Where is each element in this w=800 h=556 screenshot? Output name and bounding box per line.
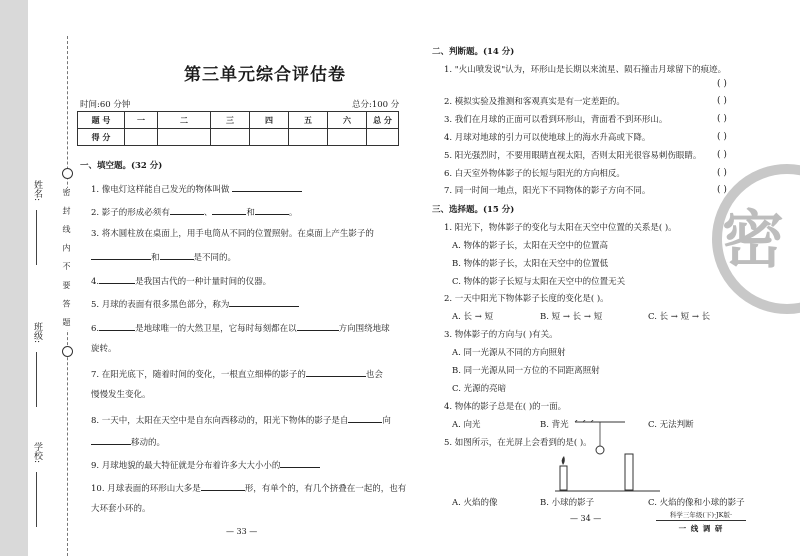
answer-paren[interactable]: ( ) bbox=[717, 96, 727, 106]
answer-blank[interactable] bbox=[99, 274, 135, 284]
score-table-header-row bbox=[78, 112, 399, 129]
score-table-cell: 一 bbox=[125, 112, 158, 129]
q9-text: 9. 月球地貌的最大特征就是分布着许多大大小小的 bbox=[91, 461, 281, 471]
score-table-cell: 得 分 bbox=[78, 129, 125, 146]
judge-q4: 4. 月球对地球的引力可以使地球上的海水升高或下降。 bbox=[444, 133, 651, 143]
binding-hole-top bbox=[62, 168, 73, 179]
answer-paren[interactable]: ( ) bbox=[717, 150, 727, 160]
q2-separator: 、 bbox=[203, 208, 213, 218]
page-number-left: — 33 — bbox=[226, 527, 258, 536]
q2-end: 。 bbox=[288, 208, 298, 218]
q2-and: 和 bbox=[246, 208, 255, 218]
q7-line2: 慢慢发生变化。 bbox=[91, 390, 151, 400]
answer-paren[interactable]: ( ) bbox=[717, 185, 727, 195]
q8-text-end: 向 bbox=[382, 416, 391, 426]
judge-q6: 6. 白天室外物体影子的长短与阳光的方向相反。 bbox=[444, 169, 625, 179]
answer-blank[interactable] bbox=[306, 367, 366, 377]
score-table-cell: 四 bbox=[250, 112, 289, 129]
choice-option[interactable]: C. 无法判断 bbox=[648, 420, 694, 430]
name-field-label: 姓名: bbox=[32, 180, 42, 202]
answer-paren[interactable]: ( ) bbox=[717, 168, 727, 178]
score-input-cell[interactable] bbox=[367, 129, 399, 146]
answer-blank[interactable] bbox=[280, 458, 320, 468]
judge-q7: 7. 同一时间一地点，阳光下不同物体的影子方向不同。 bbox=[444, 186, 651, 196]
school-field-label: 学校: bbox=[32, 442, 42, 464]
time-limit: 时间:60 分钟 bbox=[80, 100, 131, 110]
score-table-score-row bbox=[78, 129, 399, 146]
question-text bbox=[91, 435, 165, 449]
choice-option[interactable]: C. 物体的影子长短与太阳在天空中的位置无关 bbox=[452, 277, 626, 287]
stamp-char: 密 bbox=[722, 203, 785, 276]
choice-option[interactable]: B. 物体的影子长，太阳在天空中的位置低 bbox=[452, 259, 609, 269]
score-table-cell: 三 bbox=[211, 112, 250, 129]
q4-number: 4. bbox=[91, 277, 100, 287]
candle-flame bbox=[562, 456, 565, 465]
q4-text: 是我国古代的一种计量时间的仪器。 bbox=[135, 277, 272, 287]
answer-blank[interactable] bbox=[255, 205, 289, 215]
judge-q3: 3. 我们在月球的正面可以看到环形山，背面看不到环形山。 bbox=[444, 115, 668, 125]
choice-q2: 2. 一天中阳光下物体影子长度的变化是( )。 bbox=[444, 294, 609, 304]
score-table-cell: 题 号 bbox=[78, 112, 125, 129]
candle bbox=[560, 466, 567, 490]
question-text bbox=[91, 481, 406, 495]
choice-option[interactable]: C. 长 → 短 → 长 bbox=[648, 312, 711, 322]
q1-text: 1. 像电灯这样能自己发光的物体叫做 bbox=[91, 185, 230, 195]
question-text bbox=[91, 367, 383, 381]
question-text bbox=[91, 297, 299, 311]
judge-q2: 2. 模拟实验及推测和客观真实是有一定差距的。 bbox=[444, 97, 625, 107]
answer-blank[interactable] bbox=[229, 297, 299, 307]
answer-blank[interactable] bbox=[232, 182, 302, 192]
footer-brand: 一 线 调 研 bbox=[678, 524, 724, 533]
q6-text-end: 方向围绕地球 bbox=[338, 324, 390, 334]
q3-and: 和 bbox=[151, 253, 160, 263]
section3-heading: 三、选择题。(15 分) bbox=[432, 205, 515, 215]
score-input-cell[interactable] bbox=[328, 129, 367, 146]
choice-option[interactable]: A. 物体的影子长，太阳在天空中的位置高 bbox=[452, 241, 609, 251]
q6-number: 6. bbox=[91, 324, 100, 334]
light-screen bbox=[625, 454, 633, 490]
name-field-line bbox=[36, 210, 37, 265]
score-input-cell[interactable] bbox=[158, 129, 211, 146]
choice-q1: 1. 阳光下，物体影子的变化与太阳在天空中位置的关系是( )。 bbox=[444, 223, 677, 233]
page-number-right: — 34 — bbox=[570, 514, 602, 523]
section1-heading: 一、填空题。(32 分) bbox=[80, 161, 163, 171]
q7-text: 7. 在阳光底下，随着时间的变化，一根直立细棒的影子的 bbox=[91, 370, 306, 380]
class-field-label: 班级: bbox=[32, 322, 42, 344]
question-text bbox=[91, 205, 297, 219]
choice-option[interactable]: B. 小球的影子 bbox=[540, 498, 595, 508]
score-table bbox=[77, 111, 399, 146]
q7-text-end: 也会 bbox=[365, 370, 383, 380]
q10-text-end: 形，有单个的，有几个挤叠在一起的，也有 bbox=[244, 484, 407, 494]
q2-text: 2. 影子的形成必须有 bbox=[91, 208, 170, 218]
choice-option[interactable]: C. 火焰的像和小球的影子 bbox=[648, 498, 745, 508]
answer-blank[interactable] bbox=[297, 321, 339, 331]
answer-blank[interactable] bbox=[348, 413, 382, 423]
q3-end: 是不同的。 bbox=[193, 253, 237, 263]
choice-option[interactable]: A. 火焰的像 bbox=[452, 498, 498, 508]
choice-q3: 3. 物体影子的方向与( )有关。 bbox=[444, 330, 558, 340]
choice-option[interactable]: A. 向光 bbox=[452, 420, 481, 430]
q10-text: 10. 月球表面的环形山大多是 bbox=[91, 484, 201, 494]
answer-blank[interactable] bbox=[91, 435, 131, 445]
binding-notice: 密 封 线 内 不 要 答 题 bbox=[62, 188, 71, 330]
q3-line1: 3. 将木圆柱放在桌面上，用手电筒从不同的位置照射。在桌面上产生影子的 bbox=[91, 229, 374, 239]
answer-paren[interactable]: ( ) bbox=[717, 114, 727, 124]
question-text bbox=[91, 274, 271, 288]
question-text bbox=[91, 182, 302, 196]
question-text bbox=[91, 250, 236, 264]
answer-blank[interactable] bbox=[160, 250, 194, 260]
score-input-cell[interactable] bbox=[211, 129, 250, 146]
q5-text: 5. 月球的表面有很多黑色部分，称为 bbox=[91, 300, 230, 310]
choice-option[interactable]: B. 短 → 长 → 短 bbox=[540, 312, 603, 322]
choice-option[interactable]: C. 光源的亮暗 bbox=[452, 384, 507, 394]
score-input-cell[interactable] bbox=[289, 129, 328, 146]
section2-heading: 二、判断题。(14 分) bbox=[432, 47, 515, 57]
judge-q1: 1. "火山喷发说"认为，环形山是长期以来流星、陨石撞击月球留下的痕迹。 bbox=[444, 65, 727, 75]
question-text bbox=[91, 413, 391, 427]
choice-q5: 5. 如图所示，在光屏上会看到的是( )。 bbox=[444, 438, 592, 448]
score-table-cell: 二 bbox=[158, 112, 211, 129]
answer-paren[interactable]: ( ) bbox=[717, 79, 727, 89]
footer-series: 科学三年级(下)·JK版· bbox=[656, 510, 746, 521]
total-score: 总分:100 分 bbox=[352, 100, 400, 110]
choice-option[interactable]: A. 同一光源从不同的方向照射 bbox=[452, 348, 566, 358]
school-field-line bbox=[36, 472, 37, 527]
page-title: 第三单元综合评估卷 bbox=[184, 65, 346, 85]
score-input-cell[interactable] bbox=[125, 129, 158, 146]
judge-q5: 5. 阳光强烈时，不要用眼睛直视太阳，否则太阳光很容易刺伤眼睛。 bbox=[444, 151, 702, 161]
choice-option[interactable]: B. 背光 bbox=[540, 420, 569, 430]
choice-option[interactable]: A. 长 → 短 bbox=[452, 312, 494, 322]
q8-line2: 移动的。 bbox=[131, 438, 166, 448]
binding-hole-bottom bbox=[62, 346, 73, 357]
score-table-cell: 总 分 bbox=[367, 112, 399, 129]
choice-option[interactable]: B. 同一光源从同一方位的不同距离照射 bbox=[452, 366, 600, 376]
q6-text: 是地球唯一的大然卫星，它每时每刻都在以 bbox=[135, 324, 297, 334]
choice-q4: 4. 物体的影子总是在( )的一面。 bbox=[444, 402, 567, 412]
footer-branding bbox=[656, 510, 746, 534]
answer-blank[interactable] bbox=[170, 205, 204, 215]
light-shadow-diagram bbox=[555, 420, 665, 495]
score-table-cell: 六 bbox=[328, 112, 367, 129]
score-table-cell: 五 bbox=[289, 112, 328, 129]
question-text bbox=[91, 321, 390, 335]
answer-blank[interactable] bbox=[91, 250, 151, 260]
q10-line2: 大环套小环的。 bbox=[91, 504, 151, 514]
answer-blank[interactable] bbox=[99, 321, 135, 331]
class-field-line bbox=[36, 352, 37, 407]
binding-gutter bbox=[0, 0, 28, 556]
answer-blank[interactable] bbox=[201, 481, 245, 491]
answer-blank[interactable] bbox=[212, 205, 246, 215]
q6-line2: 旋转。 bbox=[91, 344, 117, 354]
question-text bbox=[91, 458, 320, 472]
answer-paren[interactable]: ( ) bbox=[717, 132, 727, 142]
q8-text: 8. 一天中，太阳在天空中是自东向西移动的，阳光下物体的影子是自 bbox=[91, 416, 349, 426]
score-input-cell[interactable] bbox=[250, 129, 289, 146]
hanging-ball bbox=[596, 446, 604, 454]
